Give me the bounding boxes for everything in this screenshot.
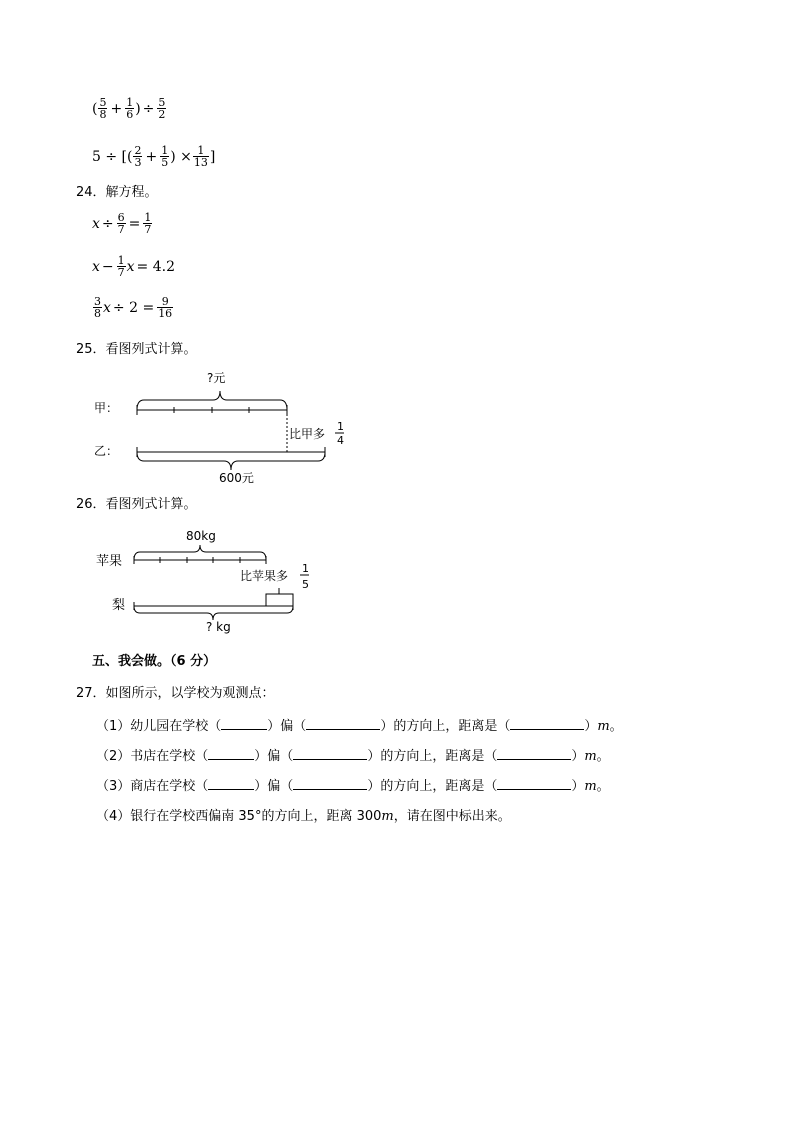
answer-blank[interactable] xyxy=(221,717,267,730)
answer-blank[interactable] xyxy=(510,717,584,730)
frac-den: 5 xyxy=(302,578,309,591)
diagram-25 xyxy=(80,360,380,490)
fraction: $\frac{1}{5}$ xyxy=(161,144,169,169)
diagram-26 xyxy=(90,520,350,640)
fraction: $\frac{6}{7}$ xyxy=(117,211,125,236)
fraction: $\frac{1}{7}$ xyxy=(144,211,152,236)
question-27-item-3: （3）商店在学校（ ）偏（ ）的方向上，距离是（ ）m。 xyxy=(96,779,610,794)
question-27-title: 27．如图所示，以学校为观测点： xyxy=(76,686,275,701)
expression-2: 5 ÷ [( $\frac{2}{3}$ + $\frac{1}{5}$ ) × $\frac{1}{13}$ ] xyxy=(92,144,216,169)
yi-label: 乙： xyxy=(94,444,119,458)
fraction: $\frac{5}{8}$ xyxy=(99,96,107,121)
top-brace xyxy=(134,545,266,560)
top-label: ?元 xyxy=(207,371,226,385)
question-24-title: 24．解方程。 xyxy=(76,185,158,200)
more-text: 比甲多 xyxy=(289,427,326,441)
bottom-brace xyxy=(137,452,325,470)
fraction: $\frac{1}{6}$ xyxy=(126,96,134,121)
pear-label: 梨 xyxy=(112,598,126,613)
more-text: 比苹果多 xyxy=(240,569,289,583)
frac-num: 1 xyxy=(337,420,344,433)
answer-blank[interactable] xyxy=(293,747,367,760)
apple-label: 苹果 xyxy=(96,554,123,569)
extra-bracket xyxy=(266,594,293,606)
answer-blank[interactable] xyxy=(293,777,367,790)
answer-blank[interactable] xyxy=(497,747,571,760)
equation-1: x ÷ $\frac{6}{7}$ = $\frac{1}{7}$ xyxy=(92,211,152,236)
frac-num: 1 xyxy=(302,562,309,575)
answer-blank[interactable] xyxy=(497,777,571,790)
jia-label: 甲： xyxy=(94,401,119,415)
fraction: $\frac{3}{8}$ xyxy=(94,295,101,320)
equation-3: $\frac{3}{8}$ x ÷ 2 = $\frac{9}{16}$ xyxy=(94,295,173,320)
answer-blank[interactable] xyxy=(306,717,380,730)
fraction: $\frac{2}{3}$ xyxy=(134,144,142,169)
question-27-item-4: （4）银行在学校西偏南 35°的方向上，距离 300m，请在图中标出来。 xyxy=(96,809,511,824)
answer-blank[interactable] xyxy=(208,747,254,760)
frac-den: 4 xyxy=(337,434,344,447)
section-5-title: 五、我会做。（6 分） xyxy=(92,654,217,669)
equation-2: x − $\frac{1}{7}$ x = 4.2 xyxy=(92,254,175,279)
question-27-item-2: （2）书店在学校（ ）偏（ ）的方向上，距离是（ ）m。 xyxy=(96,749,610,764)
fraction: $\frac{1}{7}$ xyxy=(117,254,125,279)
fraction: $\frac{5}{2}$ xyxy=(158,96,166,121)
bottom-label: 600元 xyxy=(219,471,254,485)
answer-blank[interactable] xyxy=(208,777,254,790)
expression-1: ( $\frac{5}{8}$ + $\frac{1}{6}$ ) ÷ $\frac{5}{2}$ xyxy=(92,96,166,121)
fraction: $\frac{9}{16}$ xyxy=(158,295,173,320)
fraction: $\frac{1}{13}$ xyxy=(193,144,208,169)
question-25-title: 25．看图列式计算。 xyxy=(76,342,197,357)
bottom-label: ? kg xyxy=(206,620,231,634)
question-27-item-1: （1）幼儿园在学校（ ）偏（ ）的方向上，距离是（ ）m。 xyxy=(96,719,623,734)
question-26-title: 26．看图列式计算。 xyxy=(76,497,197,512)
bottom-brace xyxy=(134,606,293,620)
top-label: 80kg xyxy=(186,529,216,543)
